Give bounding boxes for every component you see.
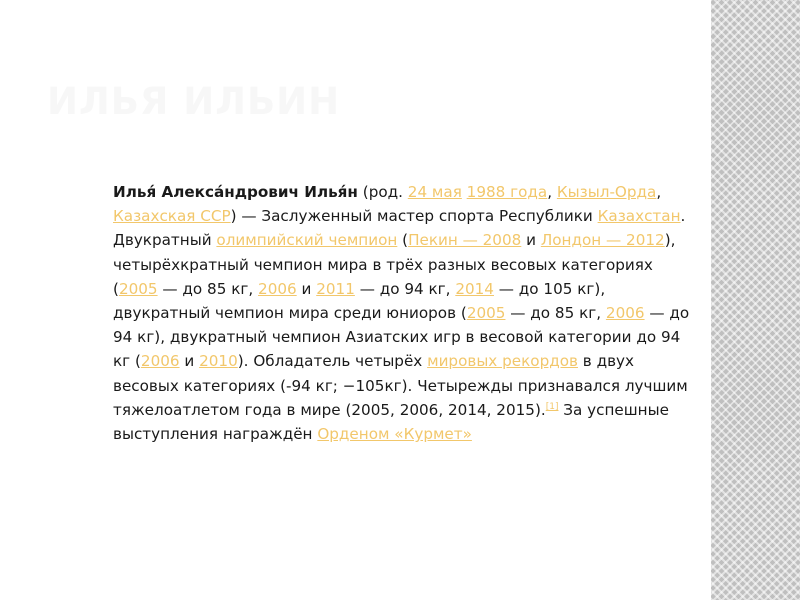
decorative-side-panel: [711, 0, 800, 600]
person-name: Илья́ Алекса́ндрович Илья́н: [113, 183, 358, 201]
link-birth-year[interactable]: 1988 года: [466, 183, 548, 201]
link-world-2011[interactable]: 2011: [316, 279, 355, 298]
text-segment: . Двукратный: [113, 207, 686, 250]
link-ssr[interactable]: Казахская ССР: [113, 207, 231, 226]
text-segment: — до 105 кг), двукратный чемпион мира среди юниоров (: [113, 279, 606, 323]
link-footnote[interactable]: [1]: [545, 401, 559, 412]
text-segment: в двух весовых категориях (-94 кг; −105кг). Четырежды признавался лучшим тяжелоатлетом года в мире (2005, 2006, 2014, 2015).: [113, 352, 688, 419]
link-order-kurmet[interactable]: Орденом «Курмет»: [317, 425, 472, 444]
link-junior-2006[interactable]: 2006: [605, 304, 645, 323]
link-olympic-champion[interactable]: олимпийский чемпион: [216, 231, 398, 250]
link-junior-2005[interactable]: 2005: [466, 304, 506, 323]
text-segment: (род.: [357, 183, 408, 201]
text-segment: — до 85 кг,: [505, 304, 606, 323]
text-segment: ) — Заслуженный мастер спорта Республики: [230, 207, 598, 226]
link-world-2005[interactable]: 2005: [118, 279, 158, 298]
text-segment: ,: [547, 183, 557, 201]
text-segment: За успешные выступления награждён: [113, 400, 669, 444]
text-segment: и: [179, 352, 200, 371]
text-segment: и: [521, 231, 541, 250]
text-segment: — до 94 кг,: [354, 279, 456, 298]
text-segment: ,: [656, 183, 662, 201]
slide-title: ИЛЬЯ ИЛЬИН: [47, 80, 341, 123]
link-kazakhstan[interactable]: Казахстан: [597, 207, 681, 226]
text-segment: (: [397, 231, 409, 250]
link-london-2012[interactable]: Лондон — 2012: [540, 231, 665, 250]
text-segment: и: [296, 279, 317, 298]
link-world-records[interactable]: мировых рекордов: [427, 352, 578, 371]
link-asian-2010[interactable]: 2010: [199, 352, 238, 371]
text-segment: — до 85 кг,: [157, 279, 259, 298]
link-asian-2006[interactable]: 2006: [140, 352, 180, 371]
link-beijing-2008[interactable]: Пекин — 2008: [408, 231, 522, 250]
link-world-2014[interactable]: 2014: [455, 279, 494, 298]
biography-paragraph: [113, 180, 693, 446]
link-birth-day[interactable]: 24 мая: [407, 183, 462, 201]
link-world-2006[interactable]: 2006: [258, 279, 297, 298]
text-segment: ). Обладатель четырёх: [237, 352, 428, 371]
text-segment: ), четырёхкратный чемпион мира в трёх разных весовых категориях (: [113, 231, 676, 298]
link-city[interactable]: Кызыл-Орда: [556, 183, 657, 201]
text-segment: — до 94 кг), двукратный чемпион Азиатских игр в весовой категории до 94 кг (: [113, 304, 690, 371]
